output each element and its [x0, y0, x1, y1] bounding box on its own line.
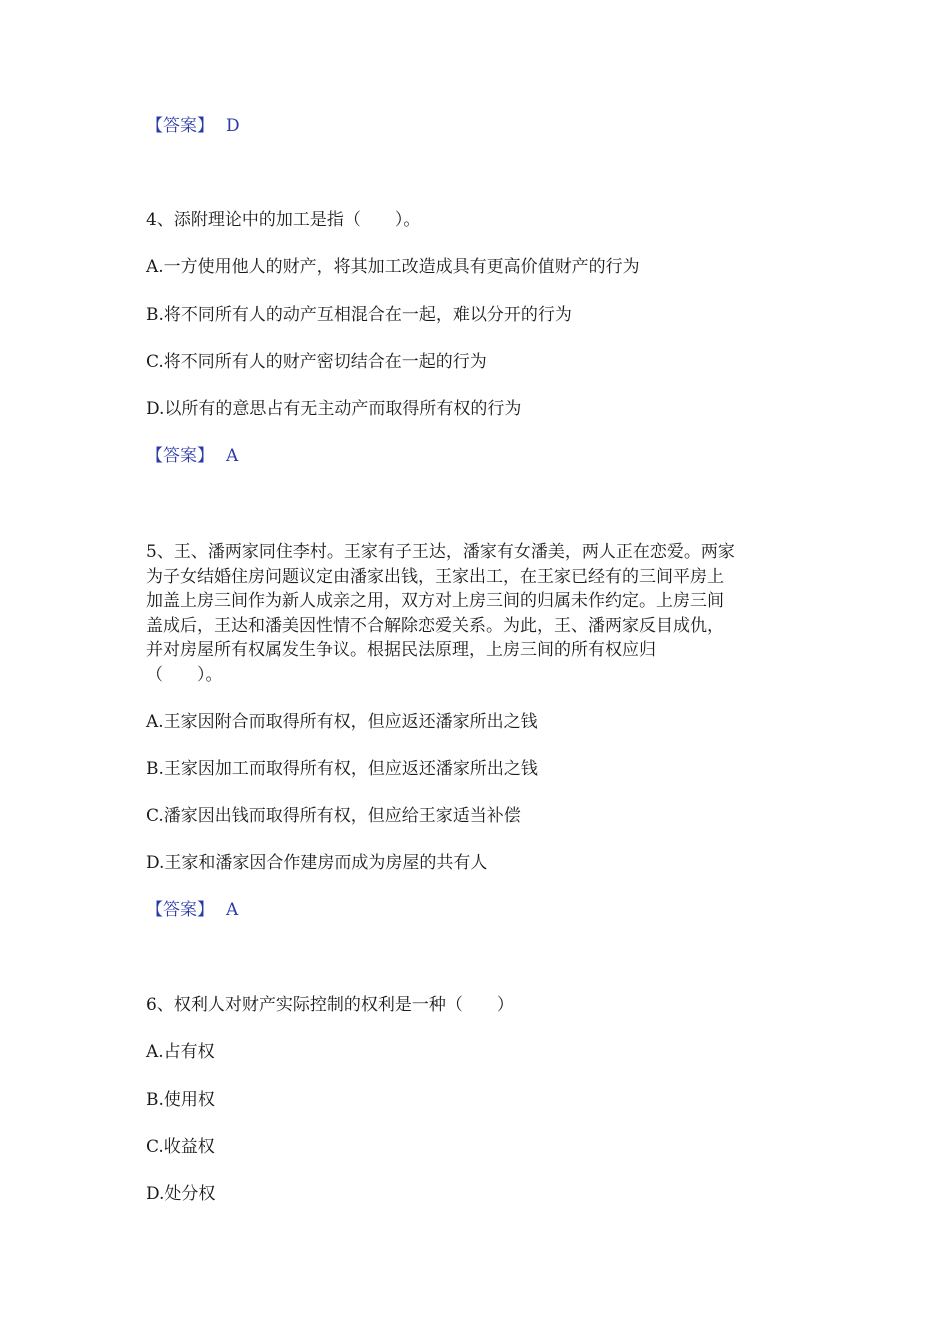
answer-label: 【答案】: [146, 900, 214, 920]
answer-label: 【答案】: [146, 116, 214, 136]
question-6-option-d: D.处分权: [146, 1184, 216, 1204]
question-5-option-a: A.王家因附合而取得所有权，但应返还潘家所出之钱: [146, 712, 538, 732]
question-6-option-b: B.使用权: [146, 1090, 215, 1110]
question-5-option-b: B.王家因加工而取得所有权，但应返还潘家所出之钱: [146, 759, 538, 779]
answer-label: 【答案】: [146, 446, 214, 466]
answer-value: A: [226, 900, 239, 920]
answer-row-q5: [146, 898, 238, 922]
answer-row-q3: [146, 114, 240, 138]
question-5-stem-line: 盖成后，王达和潘美因性情不合解除恋爱关系。为此，王、潘两家反目成仇，: [146, 615, 724, 636]
question-5-option-d: D.王家和潘家因合作建房而成为房屋的共有人: [146, 853, 488, 873]
question-5-stem-line: 加盖上房三间作为新人成亲之用，双方对上房三间的归属未作约定。上房三间: [146, 591, 724, 611]
question-5-stem-line: （ ）。: [146, 664, 223, 685]
question-5-stem-line: 5、王、潘两家同住李村。王家有子王达，潘家有女潘美，两人正在恋爱。两家: [146, 542, 735, 562]
answer-value: D: [226, 116, 240, 136]
question-5-option-c: C.潘家因出钱而取得所有权，但应给王家适当补偿: [146, 806, 521, 826]
question-4-option-a: A.一方使用他人的财产，将其加工改造成具有更高价值财产的行为: [146, 257, 640, 277]
question-5-stem: [146, 540, 836, 687]
answer-row-q4: [146, 444, 238, 468]
answer-value: A: [226, 446, 239, 466]
question-6-option-c: C.收益权: [146, 1137, 215, 1157]
question-6-stem: 6、权利人对财产实际控制的权利是一种（ ）: [146, 995, 514, 1015]
question-4-option-b: B.将不同所有人的动产互相混合在一起，难以分开的行为: [146, 305, 572, 325]
question-5-stem-line: 为子女结婚住房问题议定由潘家出钱，王家出工，在王家已经有的三间平房上: [146, 566, 724, 587]
question-5-stem-line: 并对房屋所有权属发生争议。根据民法原理，上房三间的所有权应归: [146, 640, 656, 660]
question-4-stem: 4、添附理论中的加工是指（ ）。: [146, 210, 421, 230]
question-4-option-d: D.以所有的意思占有无主动产而取得所有权的行为: [146, 399, 522, 419]
question-6-option-a: A.占有权: [146, 1042, 215, 1062]
question-4-option-c: C.将不同所有人的财产密切结合在一起的行为: [146, 352, 487, 372]
